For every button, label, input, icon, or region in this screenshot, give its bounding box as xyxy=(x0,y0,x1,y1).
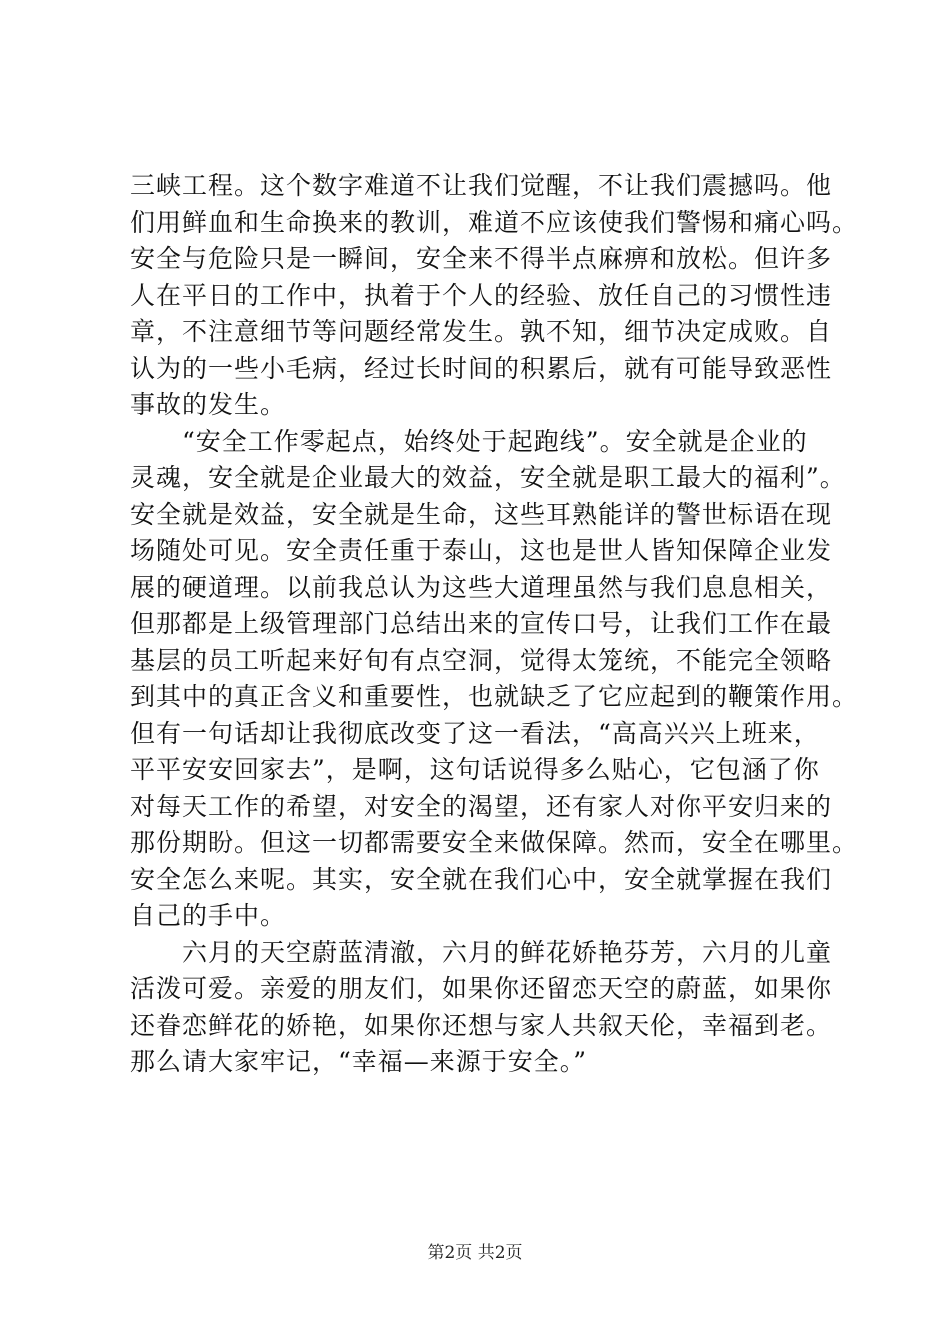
text-line: 对每天工作的希望，对安全的渴望，还有家人对你平安归来的 xyxy=(130,791,833,821)
text-line: 那份期盼。但这一切都需要安全来做保障。然而，安全在哪里。 xyxy=(130,828,859,857)
text-line: 章，不注意细节等问题经常发生。孰不知，细节决定成败。自 xyxy=(130,317,833,346)
text-line: 自己的手中。 xyxy=(130,901,287,930)
text-line: 场随处可见。安全责任重于泰山，这也是世人皆知保障企业发 xyxy=(130,536,833,565)
body-text xyxy=(130,168,859,1081)
text-line: 灵魂，安全就是企业最大的效益，安全就是职工最大的福利”。 xyxy=(130,463,846,492)
paragraph-start-line: “安全工作零起点，始终处于起跑线”。安全就是企业的 xyxy=(182,426,808,456)
text-line: 还眷恋鲜花的娇艳，如果你还想与家人共叙天伦，幸福到老。 xyxy=(130,1010,833,1040)
text-line: 平平安安回家去”，是啊，这句话说得多么贴心，它包涵了你 xyxy=(130,755,820,784)
text-line: 事故的发生。 xyxy=(130,390,287,419)
paragraph-start-line: 六月的天空蔚蓝清澈，六月的鲜花娇艳芬芳，六月的儿童 xyxy=(182,937,833,967)
text-line: 安全怎么来呢。其实，安全就在我们心中，安全就掌握在我们 xyxy=(130,864,833,894)
text-line: 那么请大家牢记，“幸福—来源于安全。” xyxy=(130,1047,588,1076)
text-line: 人在平日的工作中，执着于个人的经验、放任自己的习惯性违 xyxy=(130,280,833,310)
text-line: 活泼可爱。亲爱的朋友们，如果你还留恋天空的蔚蓝，如果你 xyxy=(130,974,833,1003)
text-line: 认为的一些小毛病，经过长时间的积累后，就有可能导致恶性 xyxy=(130,353,833,383)
text-line: 但那都是上级管理部门总结出来的宣传口号，让我们工作在最 xyxy=(130,609,833,638)
text-line: 们用鲜血和生命换来的教训，难道不应该使我们警惕和痛心吗。 xyxy=(130,207,859,237)
text-line: 到其中的真正含义和重要性，也就缺乏了它应起到的鞭策作用。 xyxy=(130,682,859,711)
page-footer xyxy=(0,1238,950,1263)
text-line: 展的硬道理。以前我总认为这些大道理虽然与我们息息相关， xyxy=(130,572,833,602)
text-line: 安全就是效益，安全就是生命，这些耳熟能详的警世标语在现 xyxy=(130,499,833,529)
text-line: 基层的员工听起来好旬有点空洞，觉得太笼统，不能完全领略 xyxy=(130,645,833,675)
text-line: 三峡工程。这个数字难道不让我们觉醒，不让我们震撼吗。他 xyxy=(130,171,833,200)
text-line: 安全与危险只是一瞬间，安全来不得半点麻痹和放松。但许多 xyxy=(130,244,833,273)
page-number: 第2页 共2页 xyxy=(427,1243,523,1263)
text-line: 但有一句话却让我彻底改变了这一看法，“高高兴兴上班来， xyxy=(130,718,820,748)
